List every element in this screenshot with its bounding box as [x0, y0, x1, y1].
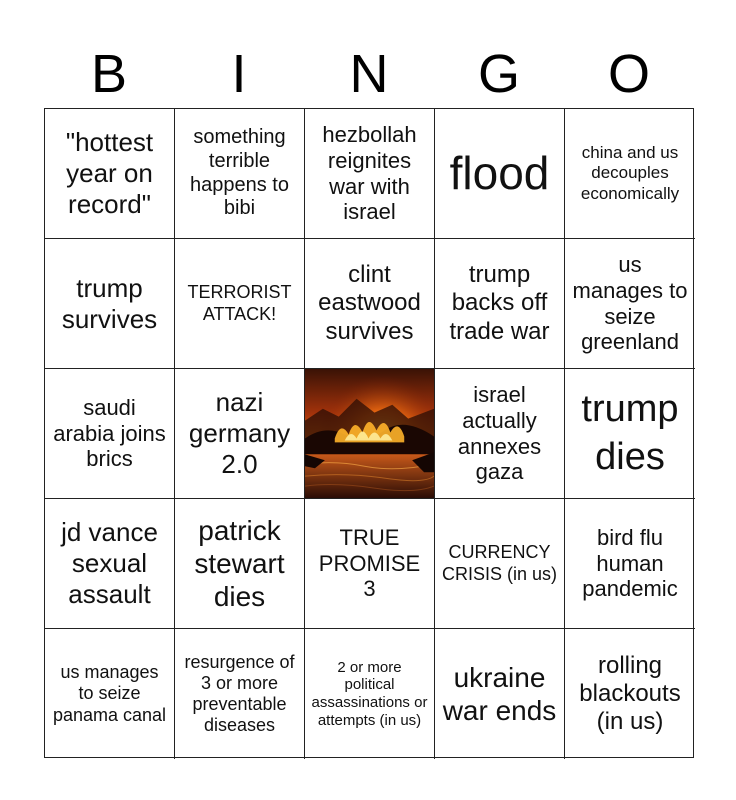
bingo-cell[interactable]: us manages to seize panama canal	[45, 629, 175, 759]
wildfire-image	[305, 369, 434, 498]
bingo-cell[interactable]: china and us decouples economically	[565, 109, 695, 239]
bingo-cell[interactable]: trump survives	[45, 239, 175, 369]
bingo-cell[interactable]: patrick stewart dies	[175, 499, 305, 629]
bingo-cell[interactable]: ukraine war ends	[435, 629, 565, 759]
bingo-cell[interactable]: nazi germany 2.0	[175, 369, 305, 499]
bingo-cell[interactable]: flood	[435, 109, 565, 239]
bingo-cell[interactable]: something terrible happens to bibi	[175, 109, 305, 239]
bingo-cell[interactable]: rolling blackouts (in us)	[579, 651, 681, 736]
header-letter-b: B	[90, 44, 128, 104]
bingo-cell[interactable]: saudi arabia joins brics	[45, 369, 175, 499]
bingo-cell[interactable]: resurgence of 3 or more preventable diseases	[175, 629, 305, 759]
bingo-cell[interactable]: israel actually annexes gaza	[435, 369, 565, 499]
header-letter-i: I	[231, 44, 247, 104]
bingo-cell[interactable]: TERRORIST ATTACK!	[175, 239, 305, 369]
bingo-cell[interactable]: 2 or more political assassinations or attempts (in us)	[305, 629, 435, 759]
bingo-cell[interactable]: "hottest year on record"	[45, 109, 175, 239]
bingo-cell[interactable]: bird flu human pandemic	[565, 499, 695, 629]
bingo-cell[interactable]: clint eastwood survives	[305, 239, 435, 369]
bingo-cell[interactable]: CURRENCY CRISIS (in us)	[435, 499, 565, 629]
header-letter-n: N	[349, 44, 389, 104]
bingo-cell[interactable]: jd vance sexual assault	[45, 499, 175, 629]
bingo-cell[interactable]: hezbollah reignites war with israel	[305, 109, 435, 239]
bingo-cell[interactable]: TRUE PROMISE 3	[305, 499, 435, 629]
bingo-cell[interactable]: trump dies	[565, 369, 695, 499]
header-letter-o: O	[607, 44, 650, 104]
bingo-cell[interactable]: trump backs off trade war	[435, 239, 565, 369]
bingo-header	[44, 40, 694, 108]
bingo-cell[interactable]: us manages to seize greenland	[565, 239, 695, 369]
free-space-wildfire-image	[305, 369, 435, 499]
bingo-board	[44, 108, 694, 758]
header-letter-g: G	[477, 44, 520, 104]
